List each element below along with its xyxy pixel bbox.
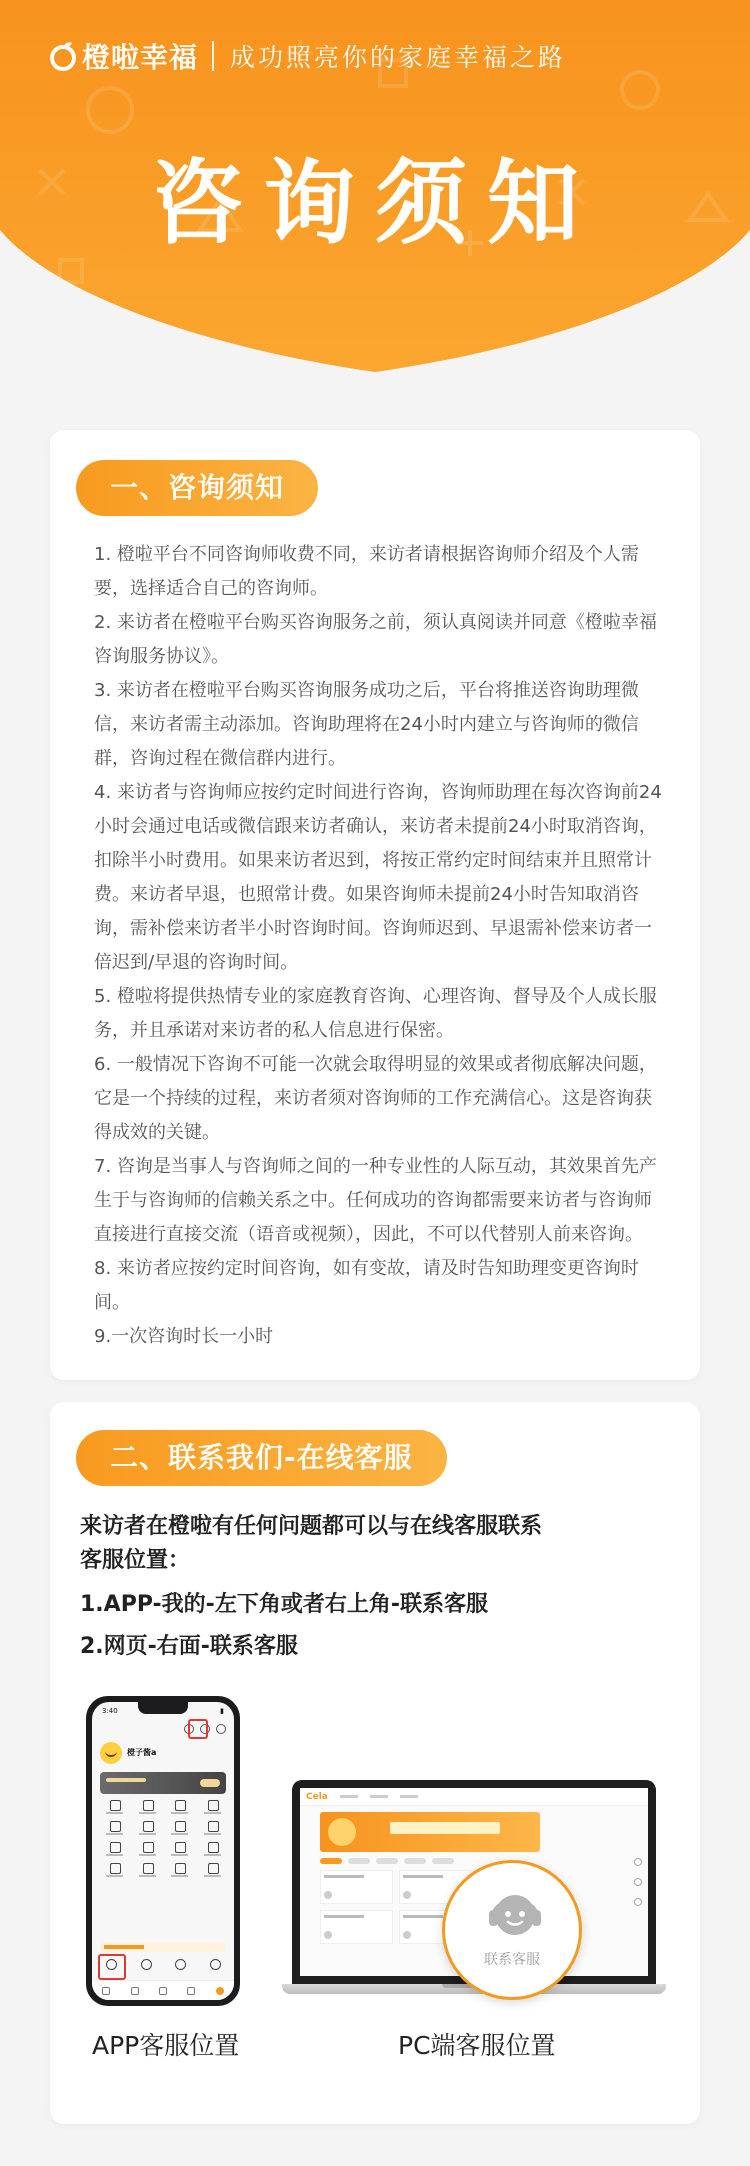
- contact-location-label: 客服位置：: [80, 1548, 191, 1573]
- app-phone-mockup: [86, 1696, 240, 2006]
- laptop-tabs: [320, 1858, 454, 1864]
- menu-icon: [135, 1958, 157, 1974]
- menu-icon: [133, 1800, 162, 1815]
- menu-icon: [198, 1863, 227, 1878]
- brand-name: 橙啦幸福: [82, 41, 199, 74]
- laptop-nav-bar: [300, 1788, 648, 1806]
- menu-icon: [100, 1800, 129, 1815]
- tab: [376, 1858, 398, 1864]
- menu-icon: [204, 1958, 226, 1974]
- phone-user-profile: [100, 1742, 156, 1764]
- rule-item: 8. 来访者应按约定时间咨询，如有变故，请及时告知助理变更咨询时间。: [94, 1258, 639, 1313]
- nav-item: [370, 1795, 388, 1798]
- menu-icon: [198, 1842, 227, 1857]
- phone-user-name: 橙子酱a: [127, 1747, 157, 1757]
- rule-item: 4. 来访者与咨询师应按约定时间进行咨询，咨询师助理在每次咨询前24小时会通过电话或微信跟来访者确认，来访者未提前24小时取消咨询，扣除半小时费用。如果来访者迟到，将按正常约定时间结束并且照常计费。来访者早退，也照常计费。如果咨询师未提前24小时告知取消咨询，需补偿来访者半小时咨询时间。咨询师迟到、早退需补偿来访者一倍迟到/早退的咨询时间。: [94, 782, 662, 973]
- laptop-logo: Cela: [306, 1791, 328, 1802]
- section-heading: 二、联系我们-在线客服: [76, 1430, 447, 1486]
- brand-slogan: 成功照亮你的家庭幸福之路: [230, 43, 567, 72]
- nav-item: [340, 1795, 358, 1798]
- course-icon: [131, 1987, 139, 1995]
- contact-info: [80, 1510, 680, 1664]
- rule-item: 7. 咨询是当事人与咨询师之间的一种专业性的人际互动，其效果首先产生于与咨询师的信赖关系之中。任何成功的咨询都需要来访者与咨询师直接进行直接交流（语音或视频），因此，不可以代替别人前来咨询。: [94, 1156, 657, 1245]
- contact-intro: 来访者在橙啦有任何问题都可以与在线客服联系: [80, 1514, 543, 1539]
- profile-icon: [216, 1987, 224, 1995]
- rule-item: 1. 橙啦平台不同咨询师收费不同，来访者请根据咨询师介绍及个人需要，选择适合自己的咨询师。: [94, 544, 639, 599]
- caption-app: APP客服位置: [92, 2031, 240, 2060]
- phone-promo-bar: [100, 1942, 226, 1952]
- rules-list: [94, 538, 666, 1354]
- headset-icon: [485, 1883, 545, 1943]
- course-card: [320, 1870, 393, 1904]
- menu-icon: [100, 1863, 129, 1878]
- caption-pc: PC端客服位置: [398, 2031, 556, 2060]
- menu-icon: [133, 1821, 162, 1836]
- contact-location-web: 2.网页-右面-联系客服: [80, 1634, 298, 1659]
- battery-icon: ▮: [220, 1707, 224, 1715]
- tab: [432, 1858, 454, 1864]
- menu-icon: [198, 1821, 227, 1836]
- phone-vip-banner: [100, 1772, 226, 1794]
- page-title: 咨询须知: [150, 150, 599, 257]
- menu-icon: [165, 1842, 194, 1857]
- top-icon: [634, 1898, 642, 1906]
- chat-icon: [634, 1878, 642, 1886]
- discover-icon: [159, 1987, 167, 1995]
- tab: [348, 1858, 370, 1864]
- phone-time: 3:40: [102, 1707, 118, 1715]
- menu-icon: [169, 1958, 191, 1974]
- menu-icon: [100, 1821, 129, 1836]
- laptop-side-toolbar: [634, 1858, 646, 1938]
- consultation-notice-card: [50, 430, 700, 1380]
- nav-item: [400, 1795, 418, 1798]
- menu-icon: [133, 1842, 162, 1857]
- menu-icon: [198, 1800, 227, 1815]
- tab: [404, 1858, 426, 1864]
- brand-header: [48, 36, 566, 76]
- avatar: [100, 1742, 122, 1764]
- settings-icon: [216, 1724, 226, 1734]
- menu-icon: [165, 1800, 194, 1815]
- tab: [320, 1858, 342, 1864]
- orange-logo-icon: [48, 41, 78, 71]
- highlight-top-right: [188, 1719, 208, 1739]
- rule-item: 5. 橙啦将提供热情专业的家庭教育咨询、心理咨询、督导及个人成长服务，并且承诺对来访者的私人信息进行保密。: [94, 986, 657, 1041]
- phone-tab-bar: [92, 1980, 234, 2000]
- menu-icon: [133, 1863, 162, 1878]
- customer-service-zoom: [442, 1860, 582, 2000]
- zoom-label: 联系客服: [484, 1952, 540, 1968]
- phone-menu-grid: [100, 1800, 226, 1878]
- rule-item: 2. 来访者在橙啦平台购买咨询服务之前，须认真阅读并同意《橙啦幸福咨询服务协议》。: [94, 612, 657, 667]
- contact-us-card: [50, 1402, 700, 2124]
- contact-location-app: 1.APP-我的-左下角或者右上角-联系客服: [80, 1592, 488, 1617]
- menu-icon: [165, 1863, 194, 1878]
- menu-icon: [165, 1821, 194, 1836]
- brand-divider: [212, 41, 214, 71]
- laptop-banner: [320, 1812, 540, 1852]
- message-icon: [187, 1987, 195, 1995]
- phone-notch: [138, 1702, 188, 1714]
- rule-item: 6. 一般情况下咨询不可能一次就会取得明显的效果或者彻底解决问题，它是一个持续的过程，来访者须对咨询师的工作充满信心。这是咨询获得成效的关键。: [94, 1054, 657, 1143]
- home-icon: [102, 1987, 110, 1995]
- customer-service-icon: [634, 1858, 642, 1866]
- highlight-bottom-left: [98, 1954, 126, 1980]
- menu-icon: [100, 1842, 129, 1857]
- section-heading: 一、咨询须知: [76, 460, 318, 516]
- course-card: [320, 1910, 393, 1944]
- rule-item: 3. 来访者在橙啦平台购买咨询服务成功之后，平台将推送咨询助理微信，来访者需主动添加。咨询助理将在24小时内建立与咨询师的微信群，咨询过程在微信群内进行。: [94, 680, 639, 769]
- phone-screen: [92, 1702, 234, 2000]
- header-banner: [0, 0, 750, 440]
- brand-logo: [48, 36, 198, 76]
- rule-item: 9.一次咨询时长一小时: [94, 1326, 274, 1347]
